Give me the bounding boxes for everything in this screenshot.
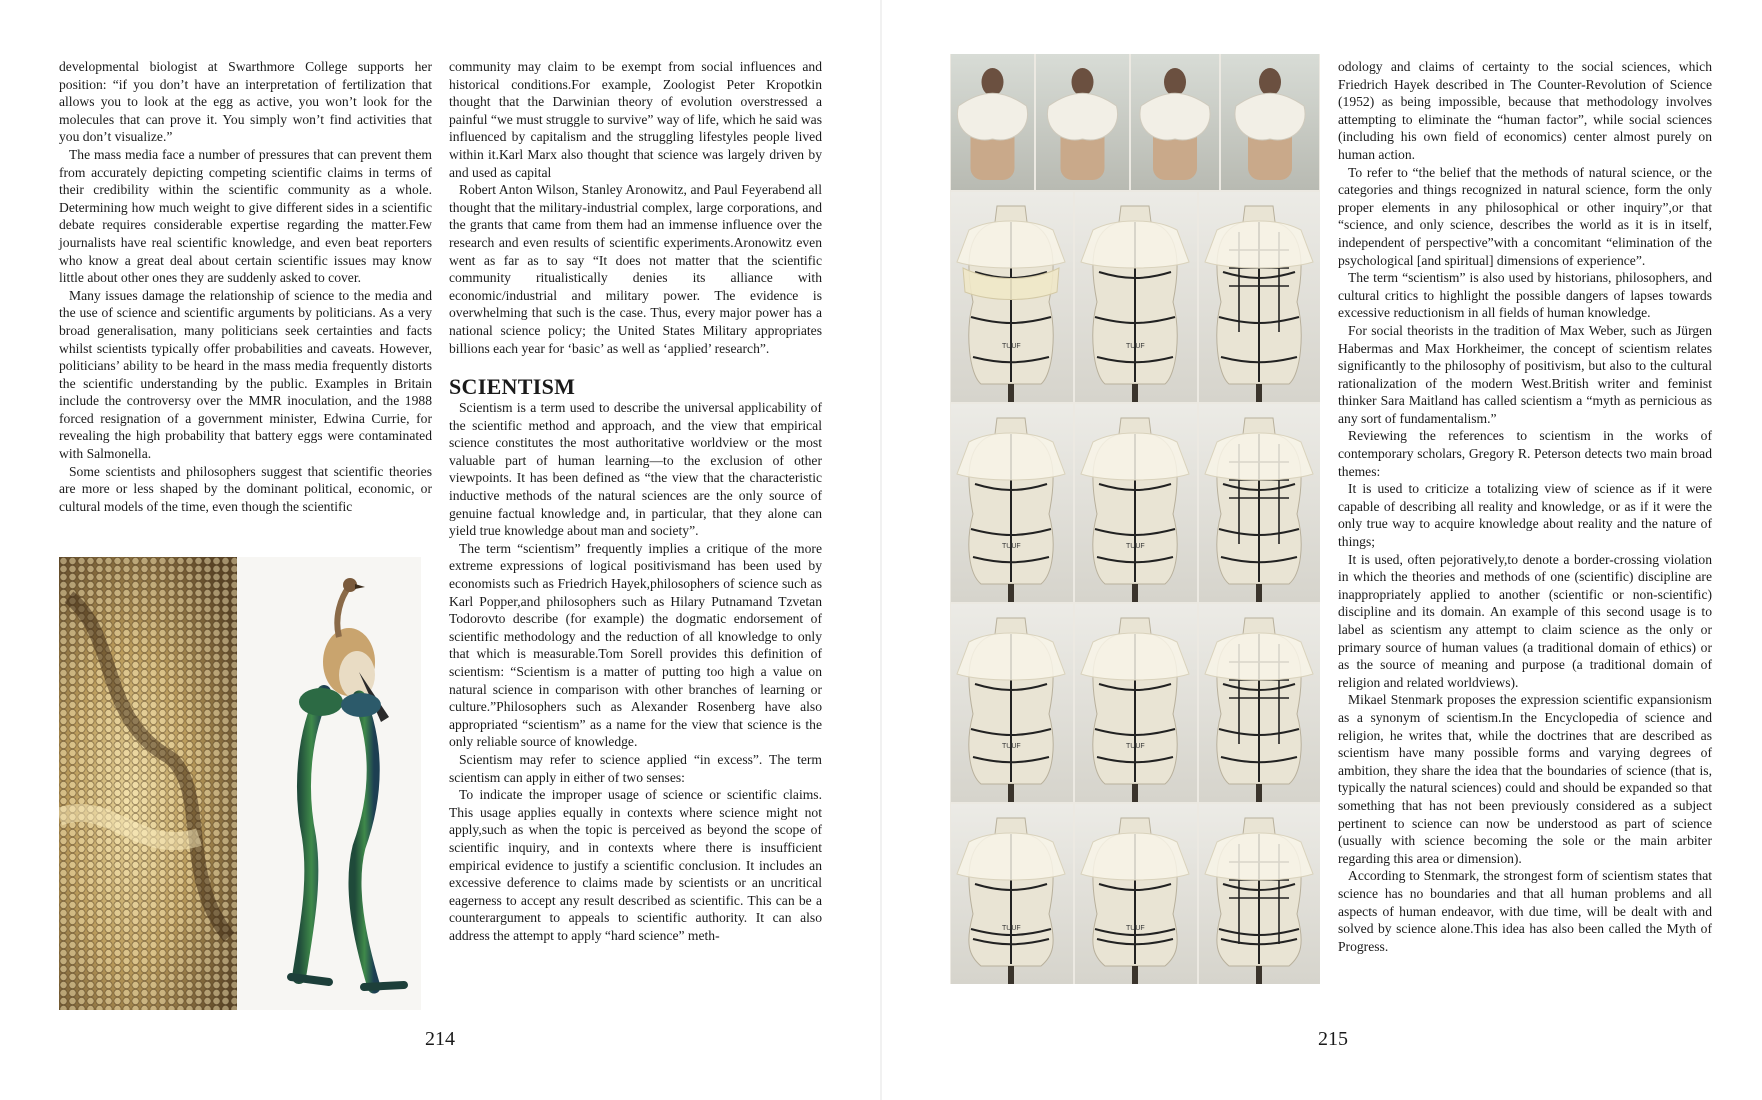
form-label: TUUF [1126, 925, 1145, 932]
dress-form-photo [951, 804, 1073, 984]
dress-form-photo [951, 404, 1073, 602]
left-column-1 [59, 58, 432, 515]
paragraph: Scientism is a term used to describe the universal applicability of the scientific method and approach, and the view that empirical science constitutes the most authoritative worldview or the most valuable part of human learning—to the exclusion of other viewpoints. It has been defined as “the view that the characteristic inductive methods of the natural sciences are the only source of genuine factual knowledge and, in particular, that they alone can yield true knowledge about man and society”. [449, 400, 822, 539]
paragraph: For social theorists in the tradition of Max Weber, such as Jürgen Habermas and Max Horkheimer, the concept of scientism relates significantly to the philosophy of positivism, but also to the cultural rationalization of the modern West.British writer and feminist thinker Sara Maitland has called scientism a “myth as pernicious as any sort of fundamentalism.” [1338, 322, 1712, 426]
form-label: TUUF [1002, 925, 1021, 932]
paragraph: Mikael Stenmark proposes the expression scientific expansionism as a synonym of scientism.In the Encyclopedia of science and religion, he writes that, while the doctrines that are described as scientism have many possible forms and varying degrees of ambition, they share the idea that the boundaries of science (that is, typically the natural sciences) could and should be expanded so that something that has not been previously considered as a subject pertinent to science can now be understood as part of science (usually with science becoming the sole or the main arbiter regarding this area or dimension). [1338, 692, 1712, 866]
form-label: TUUF [1002, 343, 1021, 350]
right-column [1338, 58, 1712, 955]
dress-form-photo [1075, 192, 1197, 402]
book-gutter [880, 0, 882, 1100]
paragraph: community may claim to be exempt from social influences and historical conditions.For example, Zoologist Peter Kropotkin thought that the Darwinian theory of evolution overstressed a painful “we must struggle to survive” way of life, which he said was influenced by capitalism and the struggling lifestyles people lived within it.Karl Marx also thought that science was largely driven by and used as capital [449, 59, 822, 180]
dress-form-photo [1199, 192, 1320, 402]
dress-form-photo [1075, 804, 1197, 984]
paragraph: Some scientists and philosophers suggest that scientific theories are more or less shaped by the dominant political, economic, or cultural models of the time, even though the scientific [59, 463, 432, 514]
model-photo [951, 54, 1034, 190]
dress-form-photo [1075, 604, 1197, 802]
paragraph: It is used, often pejoratively,to denote a border-crossing violation in which the theories and methods of one (scientific) discipline are inappropriately applied to another (scientific or non-scientific) discipline and its domain. An example of this second usage is to label as scientism any attempt to claim science as the only or primary source of human values (a traditional domain of ethics) or as the source of meaning and purpose (a traditional domain of religion and related worldviews). [1338, 551, 1712, 690]
page-number-left: 214 [425, 1028, 455, 1050]
form-label: TUUF [1126, 743, 1145, 750]
model-photo [1036, 54, 1129, 190]
form-label: TUUF [1126, 343, 1145, 350]
form-label: TUUF [1126, 543, 1145, 550]
paragraph: It is used to criticize a totalizing view of science as if it were capable of describing all reality and knowledge, or as if it were the only true way to acquire knowledge about reality and the nature of things; [1338, 481, 1712, 550]
dress-form-photo [1199, 404, 1320, 602]
dress-form-photo [1199, 804, 1320, 984]
left-column-2 [449, 58, 822, 945]
collage-illustration [59, 557, 421, 1010]
paragraph: To refer to “the belief that the methods of natural science, or the categories and things recognized in natural science, form the only proper elements in any philosophical or other inquiry”,or that “science, and only science, describes the world as it is in itself, independent of perspective”with a concomitant “elimination of the psychological [and spiritual] dimensions of experience”. [1338, 164, 1712, 268]
form-label: TUUF [1002, 543, 1021, 550]
sequin-and-bird-image [59, 557, 421, 1010]
dress-form-photo [1075, 404, 1197, 602]
paragraph: odology and claims of certainty to the social sciences, which Friedrich Hayek described in The Counter-Revolution of Science (1952) as being impossible, because that methodology involves attempting to eliminate the “human factor”, while social sciences (including his own field of economics) center almost purely on human action. [1338, 59, 1712, 162]
dress-form-photo [951, 604, 1073, 802]
page-number-right: 215 [1318, 1028, 1348, 1050]
form-label: TUUF [1002, 743, 1021, 750]
dress-form-photo [1199, 604, 1320, 802]
paragraph: developmental biologist at Swarthmore College supports her position: “if you don’t have an interpretation of fertilization that allows you to look at the egg as active, you won’t look for the molecules that can prove it. You simply won’t find activities that you don’t visualize.” [59, 59, 432, 145]
paragraph: The term “scientism” is also used by historians, philosophers, and cultural critics to highlight the possible dangers of lapses towards excessive reductionism in all fields of human knowledge. [1338, 270, 1712, 321]
paragraph: Scientism may refer to science applied “in excess”. The term scientism can apply in either of two senses: [449, 751, 822, 785]
paragraph: Robert Anton Wilson, Stanley Aronowitz, and Paul Feyerabend all thought that the military-industrial complex, large corporations, and the grants that came from them had an immense influence over the research and even results of scientific experiments.Aronowitz even went as far as to say “It does not matter that the scientific community ritualistically denies its alliance with economic/industrial and military power. The evidence is overwhelming that such is the case. Thus, every major power has a national science policy; the United States Military appropriates billions each year for ‘basic’ as well as ‘applied’ research”. [449, 182, 822, 356]
paragraph: The term “scientism” frequently implies a critique of the more extreme expressions of logical positivismand has been used by economists such as Friedrich Hayek,philosophers of science such as Karl Popper,and philosophers such as Hilary Putnamand Tzvetan Todorovto describe (for example) the dogmatic endorsement of scientific methodology and the reduction of all knowledge to only that which is measurable.Tom Sorell provides this definition of scientism: “Scientism is a matter of putting too high a value on natural science in comparison with other branches of learning or culture.”Philosophers such as Alexander Rosenberg have also appropriated “scientism” as a name for the view that science is the only reliable source of knowledge. [449, 540, 822, 750]
model-photo [1221, 54, 1319, 190]
dress-form-photo [951, 192, 1073, 402]
paragraph: Many issues damage the relationship of science to the media and the use of science and scientific arguments by politicians. As a very broad generalisation, many politicians seek certainties and facts whilst scientists typically offer probabilities and caveats. However, politicians’ ability to be heard in the mass media frequently distorts the scientific understanding by the public. Examples in Britain include the controversy over the MMR inoculation, and the 1988 forced resignation of a government minister, Edwina Currie, for revealing the high probability that battery eggs were contaminated with Salmonella. [59, 287, 432, 462]
paragraph: The mass media face a number of pressures that can prevent them from accurately depicting competing scientific claims in terms of their credibility within the scientific community as a whole. Determining how much weight to give different sides in a scientific debate requires considerable expertise regarding the matter.Few journalists have real scientific knowledge, and even beat reporters who know a great deal about certain scientific issues may know little about other ones they are suddenly asked to cover. [59, 146, 432, 286]
dress-form-photo-grid [950, 54, 1320, 984]
paragraph: To indicate the improper usage of science or scientific claims. This usage applies equally in contexts where science might not apply,such as when the topic is perceived as beyond the scope of scientific inquiry, and in contexts where there is insufficient empirical evidence to justify a scientific conclusion. It includes an excessive deference to claims made by scientists or an uncritical eagerness to accept any result described as scientific. This can be a counterargument to appeals to scientific authority. It can also address the attempt to apply “hard science” meth- [449, 787, 822, 943]
dress-forms-image [950, 54, 1320, 984]
model-photo [1131, 54, 1219, 190]
paragraph: Reviewing the references to scientism in the works of contemporary scholars, Gregory R. Peterson detects two main broad themes: [1338, 428, 1712, 479]
paragraph: According to Stenmark, the strongest form of scientism states that science has no boundaries and that all human problems and all aspects of human endeavor, with due time, will be dealt with and solved by science alone.This idea has also been called the Myth of Progress. [1338, 868, 1712, 954]
section-heading: SCIENTISM [449, 374, 576, 400]
